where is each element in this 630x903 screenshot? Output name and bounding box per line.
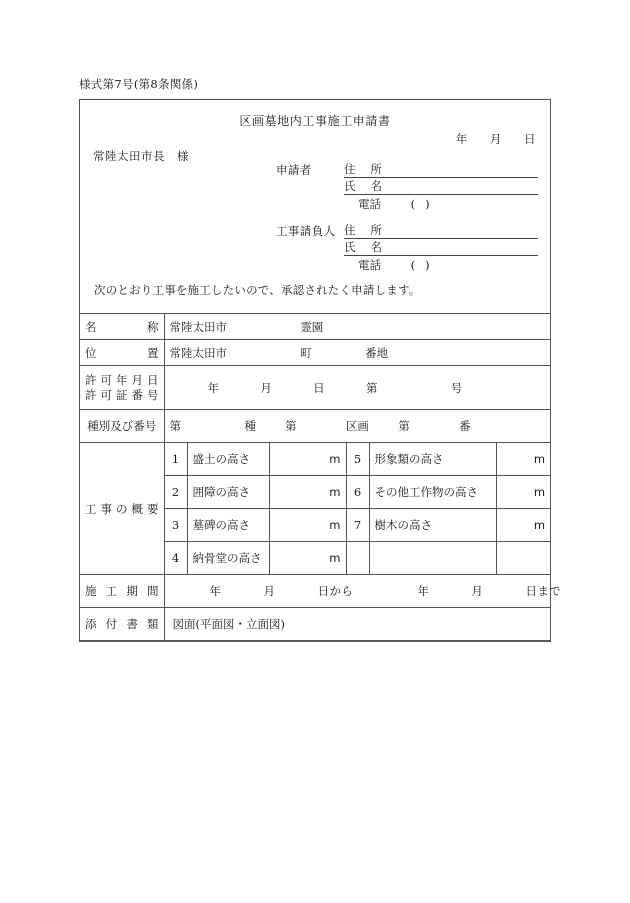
permit-year: 年 [207,380,219,395]
summary-right-unit-4[interactable] [496,542,550,575]
applicant-role-label: 申請者 [276,163,312,177]
name-row-value-cell[interactable] [164,314,550,340]
table-row-type [80,410,550,443]
permit-no-suffix: 号 [450,380,463,395]
summary-label: 工事の概要 [85,501,159,516]
applicant-name-row [276,178,538,195]
addressee: 常陸太田市長 様 [93,149,189,163]
summary-left-unit-4[interactable]: m [269,542,346,575]
type-row-label-cell [80,410,164,443]
permit-row-label-line1: 許可年月日 [85,372,159,387]
applicant-address-label: 住 所 [344,162,382,176]
summary-right-unit-3[interactable]: m [496,509,550,542]
type-b-prefix: 第 [285,419,297,433]
summary-left-no-4: 4 [164,542,187,575]
table-row-name [80,314,550,340]
table-row-period [80,575,550,608]
table-row-attachment [80,608,550,641]
form-number: 様式第7号(第8条関係) [79,77,199,91]
summary-label-cell [80,443,164,575]
contractor-tel-field[interactable] [344,257,538,273]
name-row-city: 常陸太田市 [169,319,227,334]
contractor-address-field[interactable] [344,223,538,239]
contractor-name-field[interactable] [344,240,538,256]
summary-right-unit-1[interactable]: m [496,443,550,476]
summary-right-name-4 [369,542,496,575]
summary-left-unit-1[interactable]: m [269,443,346,476]
contractor-name-row [276,239,538,256]
applicant-name-label: 氏 名 [344,179,382,193]
location-row-value-cell[interactable] [164,340,550,366]
period-from-year: 年 [209,584,222,598]
permit-row-label-cell [80,366,164,410]
permit-day: 日 [313,380,325,395]
summary-left-unit-2[interactable]: m [269,476,346,509]
attachment-row-value-cell[interactable] [164,608,550,641]
contractor-role-label: 工事請負人 [276,224,336,238]
summary-right-no-4 [346,542,369,575]
summary-right-name-3: 樹木の高さ [369,509,496,542]
table-row-location [80,340,550,366]
summary-left-name-4: 納骨堂の高さ [187,542,269,575]
attachment-row-value: 図面(平面図・立面図) [172,617,285,631]
period-from-month: 月 [263,584,276,598]
page-title: 区画墓地内工事施工申請書 [239,114,391,128]
type-row-value-cell[interactable] [164,410,550,443]
summary-right-no-2: 6 [346,476,369,509]
summary-right-name-2: その他工作物の高さ [369,476,496,509]
applicant-name-field[interactable] [344,179,538,195]
date-month: 月 [489,132,502,146]
contractor-tel-row [276,256,538,273]
type-row-label: 種別及び番号 [87,419,157,433]
location-row-label-cell [80,340,164,366]
applicant-address-field[interactable] [344,162,538,178]
summary-left-no-1: 1 [164,443,187,476]
location-row-label: 位 置 [85,345,159,360]
statement-text: 次のとおり工事を施工したいので、承認されたく申請します。 [94,283,421,297]
summary-right-name-1: 形象類の高さ [369,443,496,476]
applicant-address-row [276,161,538,178]
location-row-city: 常陸太田市 [169,345,227,360]
contractor-address-label: 住 所 [344,223,382,237]
type-a-prefix: 第 [169,419,181,433]
summary-left-no-3: 3 [164,509,187,542]
applicant-tel-label: 電話 [358,197,381,211]
type-a-suffix: 種 [244,419,256,433]
applicant-tel-field[interactable] [344,196,538,212]
period-row-value-cell[interactable] [164,575,562,608]
summary-left-no-2: 2 [164,476,187,509]
period-row-label: 施工期間 [85,584,159,598]
form-header [80,100,550,313]
permit-row-value-cell[interactable] [164,366,550,410]
summary-right-no-1: 5 [346,443,369,476]
contractor-address-row [276,222,538,239]
period-to-month: 月 [471,584,484,598]
name-row-suffix: 霊園 [300,319,324,334]
contractor-tel-paren-close: ) [425,258,430,272]
attachment-row-label: 添付書類 [85,617,159,631]
date-line [456,131,536,147]
type-c-suffix: 番 [459,419,471,433]
name-row-label-cell [80,314,164,340]
table-row-permit [80,366,550,410]
summary-left-name-1: 盛土の高さ [187,443,269,476]
application-table [80,313,562,641]
period-to-day: 日まで [525,584,562,598]
permit-no-prefix: 第 [365,380,378,395]
period-from-day: 日から [317,584,354,598]
summary-left-unit-3[interactable]: m [269,509,346,542]
date-day: 日 [524,132,536,146]
type-b-suffix: 区画 [345,419,369,433]
permit-month: 月 [260,380,272,395]
type-c-prefix: 第 [398,419,410,433]
permit-row-label-line2: 許可証番号 [85,387,159,402]
contractor-name-label: 氏 名 [344,240,382,254]
applicant-tel-paren-close: ) [425,197,430,211]
contractor-tel-paren-open: ( [410,258,426,272]
applicant-tel-paren-open: ( [410,197,426,211]
application-form-frame [79,99,562,642]
date-year: 年 [455,132,468,146]
location-row-town: 町 [300,345,312,360]
summary-left-name-3: 墓碑の高さ [187,509,269,542]
location-row-lot: 番地 [365,345,389,360]
summary-right-unit-2[interactable]: m [496,476,550,509]
period-to-year: 年 [417,584,430,598]
applicant-tel-row [276,195,538,212]
summary-right-no-3: 7 [346,509,369,542]
contractor-block [276,222,538,273]
attachment-row-label-cell [80,608,164,641]
applicant-block [276,161,538,212]
summary-left-name-2: 囲障の高さ [187,476,269,509]
contractor-tel-label: 電話 [358,258,381,272]
table-row-summary-1 [80,443,550,476]
period-row-label-cell [80,575,164,608]
name-row-label: 名 称 [85,319,159,334]
